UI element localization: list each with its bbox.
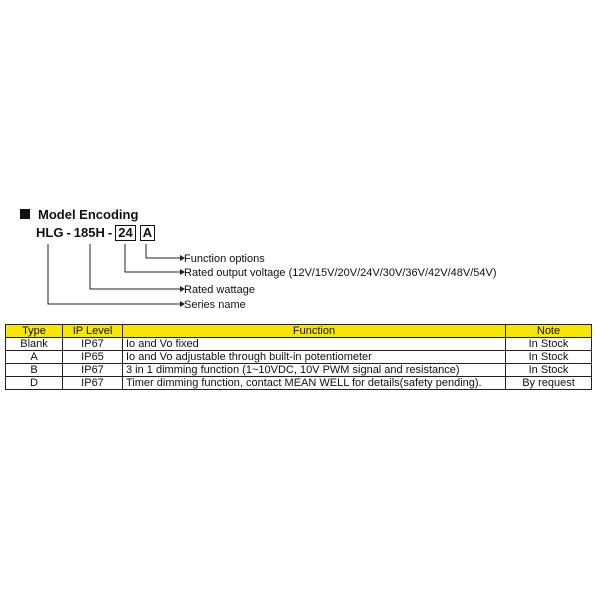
cell-ip-level: IP67 [63, 338, 123, 351]
cell-type: B [6, 364, 63, 377]
leader-wattage [90, 244, 180, 289]
model-separator-1: - [66, 225, 71, 240]
desc-function-options: Function options [184, 253, 265, 265]
header-ip-level: IP Level [63, 325, 123, 338]
cell-function: 3 in 1 dimming function (1~10VDC, 10V PWM signal and resistance) [123, 364, 506, 377]
cell-note: In Stock [506, 338, 592, 351]
model-option-box: A [140, 225, 155, 241]
header-note: Note [506, 325, 592, 338]
model-wattage: 185H [73, 225, 105, 240]
encoding-table [5, 324, 592, 390]
table-row [6, 338, 592, 351]
desc-series: Series name [184, 299, 246, 311]
cell-ip-level: IP65 [63, 351, 123, 364]
model-separator-2: - [107, 225, 113, 240]
table-row [6, 364, 592, 377]
section-title: Model Encoding [38, 206, 139, 222]
cell-type: A [6, 351, 63, 364]
leader-function-options [146, 244, 180, 258]
table-header-row [6, 325, 592, 338]
cell-ip-level: IP67 [63, 364, 123, 377]
table-row [6, 377, 592, 390]
model-series: HLG [36, 225, 64, 240]
model-voltage-box: 24 [115, 225, 135, 241]
cell-type: D [6, 377, 63, 390]
cell-function: Timer dimming function, contact MEAN WELL for details(safety pending). [123, 377, 506, 390]
table-row [6, 351, 592, 364]
cell-note: In Stock [506, 351, 592, 364]
header-type: Type [6, 325, 63, 338]
desc-output-voltage: Rated output voltage (12V/15V/20V/24V/30V/36V/42V/48V/54V) [184, 267, 497, 279]
cell-note: By request [506, 377, 592, 390]
cell-type: Blank [6, 338, 63, 351]
cell-function: Io and Vo fixed [123, 338, 506, 351]
header-function: Function [123, 325, 506, 338]
cell-ip-level: IP67 [63, 377, 123, 390]
cell-function: Io and Vo adjustable through built-in potentiometer [123, 351, 506, 364]
leader-series [48, 244, 180, 304]
cell-note: In Stock [506, 364, 592, 377]
desc-wattage: Rated wattage [184, 284, 255, 296]
